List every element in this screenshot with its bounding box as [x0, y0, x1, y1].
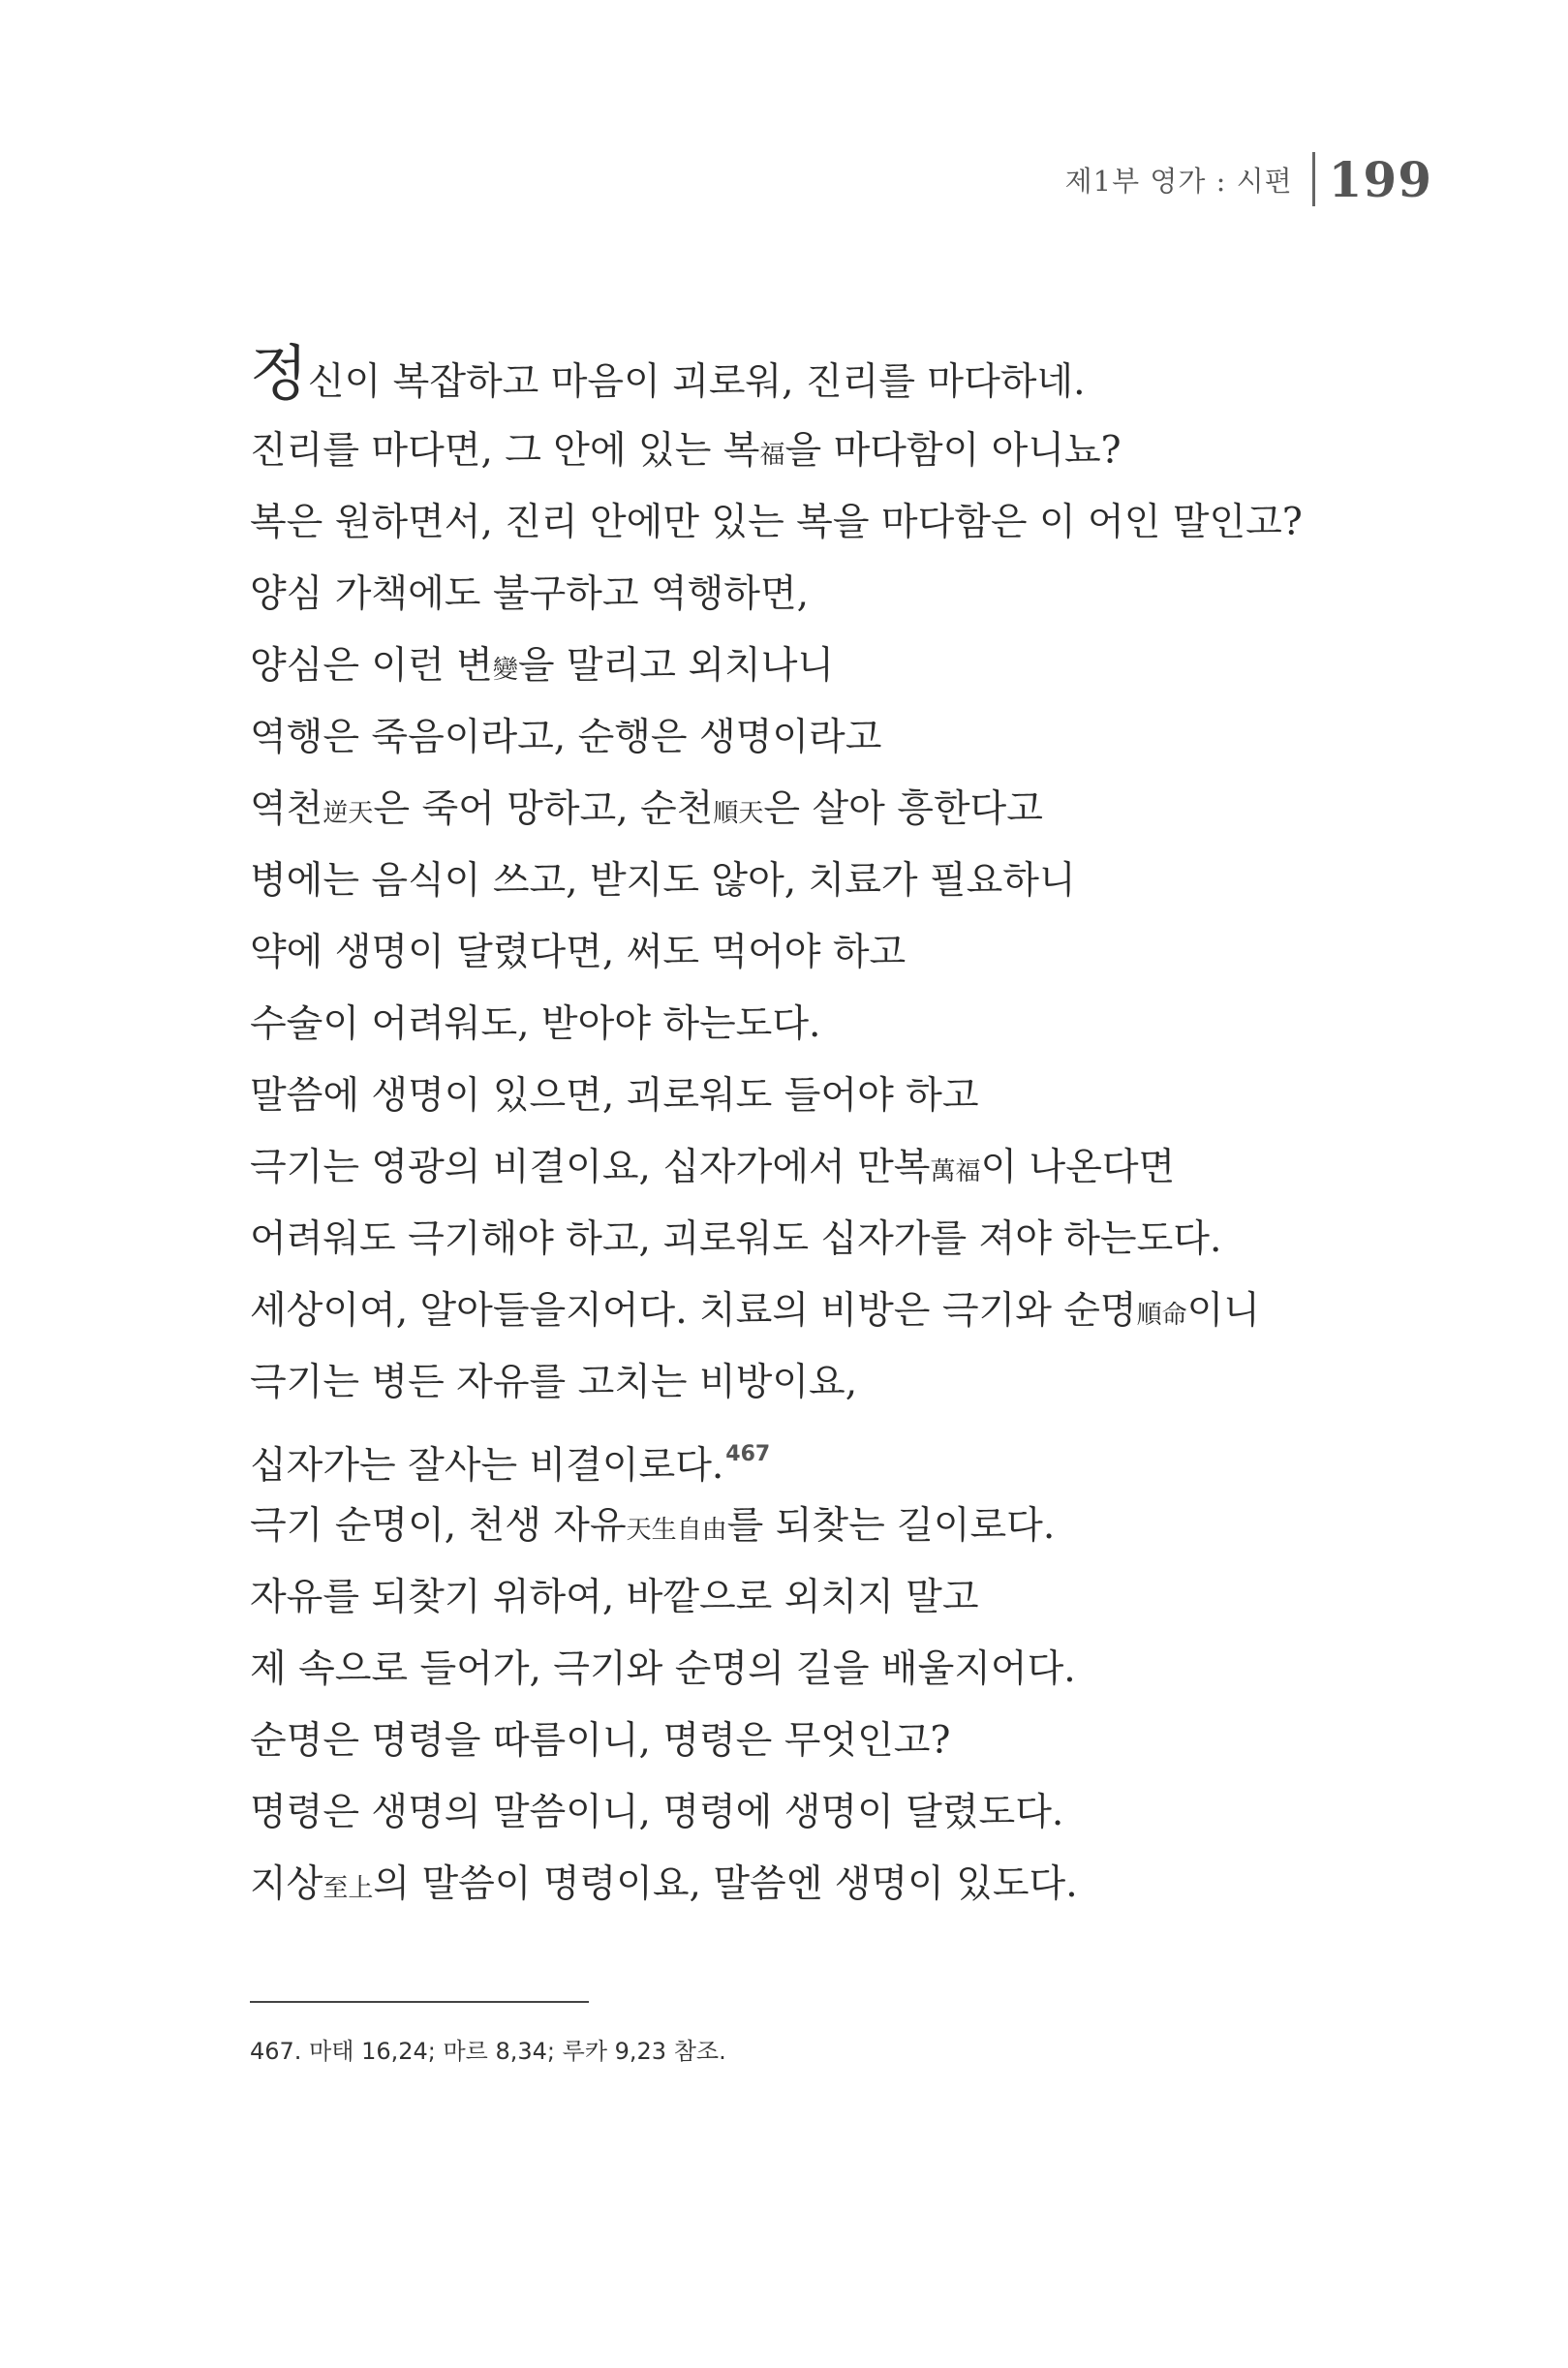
hanja-annotation: 福 — [759, 441, 785, 470]
poem-line — [250, 1132, 1412, 1204]
poem-line — [250, 415, 1412, 487]
poem-line — [250, 917, 1412, 989]
hanja-annotation: 順命 — [1136, 1301, 1187, 1330]
line-text: 은 죽어 망하고, 순천 — [373, 787, 714, 831]
drop-cap: 정 — [250, 338, 308, 409]
line-text: 양심 가책에도 불구하고 역행하면, — [250, 572, 810, 616]
footnote-reference: 467 — [725, 1442, 771, 1466]
line-text: 을 말리고 외치나니 — [517, 644, 835, 688]
line-text: 제 속으로 들어가, 극기와 순명의 길을 배울지어다. — [250, 1647, 1076, 1691]
line-text: 신이 복잡하고 마음이 괴로워, 진리를 마다하네. — [307, 360, 1086, 404]
line-text: 명령은 생명의 말씀이니, 명령에 생명이 달렸도다. — [250, 1791, 1064, 1834]
line-text: 극기는 병든 자유를 고치는 비방이요, — [250, 1361, 858, 1404]
line-text: 세상이여, 알아들을지어다. 치료의 비방은 극기와 순명 — [250, 1289, 1137, 1333]
line-text: 극기 순명이, 천생 자유 — [250, 1504, 627, 1548]
poem-line — [250, 1706, 1412, 1777]
poem-line — [250, 1562, 1412, 1634]
line-text: 역천 — [250, 787, 323, 831]
line-text: 극기는 영광의 비결이요, 십자가에서 만복 — [250, 1146, 931, 1189]
line-text: 어려워도 극기해야 하고, 괴로워도 십자가를 져야 하는도다. — [250, 1217, 1222, 1261]
poem-line — [250, 774, 1412, 846]
poem-line — [250, 1849, 1412, 1921]
line-text: 진리를 마다면, 그 안에 있는 복 — [250, 429, 760, 473]
hanja-annotation: 變 — [492, 656, 518, 685]
hanja-annotation: 順天 — [713, 799, 764, 828]
poem-line — [250, 846, 1412, 917]
poem-line — [250, 1204, 1412, 1276]
header-divider — [1312, 152, 1315, 206]
line-text: 병에는 음식이 쓰고, 받지도 않아, 치료가 필요하니 — [250, 859, 1076, 903]
line-text: 이 나온다면 — [980, 1146, 1176, 1189]
section-title: 제1부 영가 : 시편 — [1064, 164, 1293, 198]
hanja-annotation: 至上 — [323, 1874, 374, 1903]
hanja-annotation: 逆天 — [323, 799, 374, 828]
line-text: 말씀에 생명이 있으면, 괴로워도 들어야 하고 — [250, 1074, 979, 1118]
line-text: 의 말씀이 명령이요, 말씀엔 생명이 있도다. — [373, 1862, 1078, 1906]
line-text: 를 되찾는 길이로다. — [726, 1504, 1056, 1548]
poem-line — [250, 1777, 1412, 1849]
hanja-annotation: 萬福 — [930, 1157, 981, 1186]
poem-body — [250, 338, 1412, 1921]
line-text: 역행은 죽음이라고, 순행은 생명이라고 — [250, 716, 882, 759]
line-text: 은 살아 흥한다고 — [763, 787, 1043, 831]
line-text: 복은 원하면서, 진리 안에만 있는 복을 마다함은 이 어인 말인고? — [250, 501, 1303, 544]
poem-line — [250, 1347, 1412, 1419]
poem-line — [250, 702, 1412, 774]
poem-line — [250, 989, 1412, 1061]
page-number: 199 — [1328, 150, 1432, 208]
line-text: 순명은 명령을 따름이니, 명령은 무엇인고? — [250, 1719, 951, 1763]
line-text: 약에 생명이 달렸다면, 써도 먹어야 하고 — [250, 931, 907, 974]
line-text: 수술이 어려워도, 받아야 하는도다. — [250, 1002, 821, 1046]
line-text: 지상 — [250, 1862, 323, 1906]
poem-line — [250, 1061, 1412, 1132]
footnote-divider — [250, 2001, 589, 2003]
poem-line — [250, 1491, 1412, 1562]
line-text: 자유를 되찾기 위하여, 바깥으로 외치지 말고 — [250, 1576, 979, 1619]
hanja-annotation: 天生自由 — [626, 1516, 727, 1545]
poem-line — [250, 1276, 1412, 1347]
line-text: 을 마다함이 아니뇨? — [784, 429, 1122, 473]
footnote-467: 467. 마태 16,24; 마르 8,34; 루카 9,23 참조. — [250, 2038, 726, 2065]
line-text: 십자가는 잘사는 비결이로다. — [250, 1444, 724, 1488]
poem-line — [250, 487, 1412, 559]
poem-line — [250, 1419, 1412, 1491]
poem-line — [250, 630, 1412, 702]
line-text: 양심은 이런 변 — [250, 644, 493, 688]
poem-line — [250, 338, 1412, 415]
poem-line — [250, 1634, 1412, 1706]
running-header — [1065, 145, 1432, 213]
poem-line — [250, 559, 1412, 630]
line-text: 이니 — [1186, 1289, 1260, 1333]
